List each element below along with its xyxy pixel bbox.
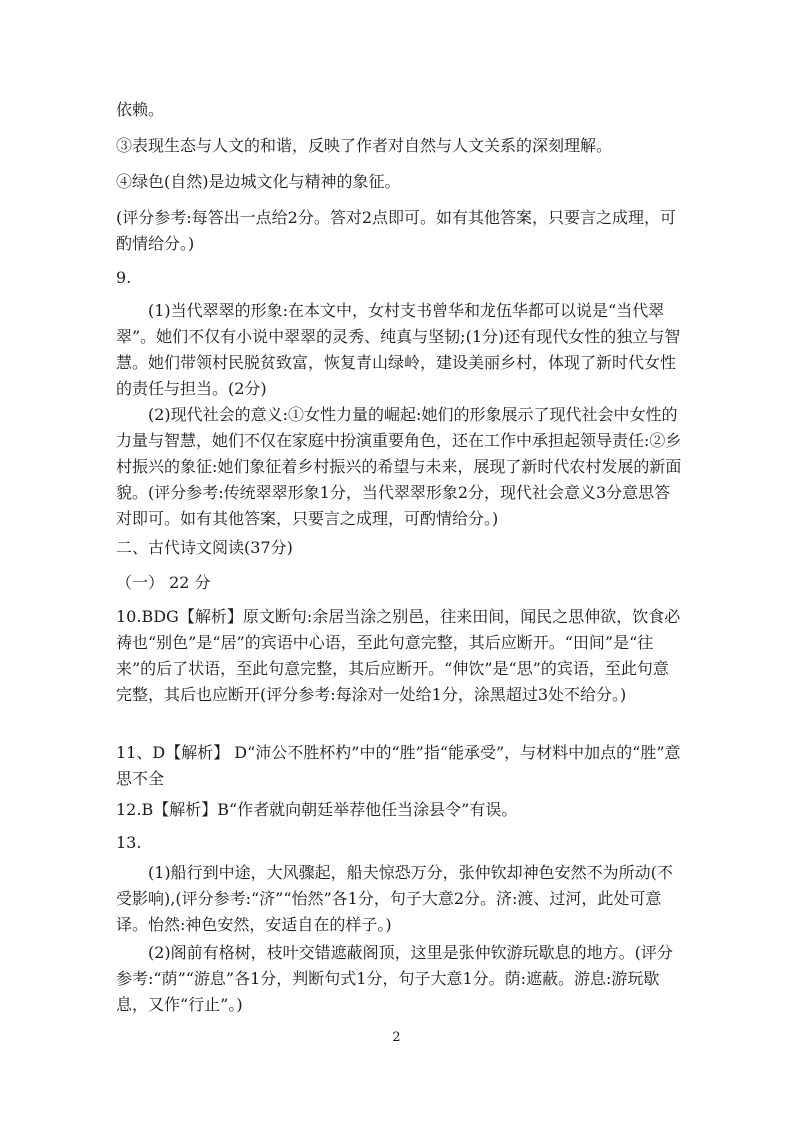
page-number: 2 [392,1030,401,1045]
paragraph-point-4: ④绿色(自然)是边城文化与精神的象征。 [116,172,401,191]
question-10-answer: 10.BDG【解析】原文断句:余居当涂之别邑，往来田间，闻民之思伸欲，饮食必祷也“别色”是“居”的宾语中心语，至此句意完整，其后应断开。“田间”是“往来”的后了状语，至此句意完整，其后应断开。“伸饮”是“思”的宾语，至此句意完整，其后也应断开(评分参考:每涂对一处给1分，涂黑超过3处不给分。) [116,607,681,704]
question-12-answer: 12.B【解析】B“作者就向朝廷举荐他任当涂县令”有误。 [116,800,518,819]
question-9-answer-2: (2)现代社会的意义:①女性力量的崛起:她们的形象展示了现代社会中女性的力量与智慧，她们不仅在家庭中扮演重要角色，还在工作中承担起领导责任:②乡村振兴的象征:她们象征着乡村振兴的希望与未来，展现了新时代农村发展的新面貌。(评分参考:传统翠翠形象1分，当代翠翠形象2分，现代社会意义3分意思答对即可。如有其他答案，只要言之成理，可酌情给分。) [116,405,682,528]
paragraph-reliance: 依赖。 [116,100,165,119]
question-13-answer-1: (1)船行到中途，大风骤起，船夫惊恐万分，张仲钦却神色安然不为所动(不受影响),(评分参考:“济”“怡然”各1分，句子大意2分。济:渡、过河，此处可意译。怡然:神色安然，安适自在的样子。) [116,863,673,934]
section-heading-ancient-poetry: 二、古代诗文阅读(37分) [116,538,293,557]
paragraph-scoring-note-8: (评分参考:每答出一点给2分。答对2点即可。如有其他答案，只要言之成理，可酌情给分。) [116,208,676,253]
question-11-answer: 11、D【解析】 D“沛公不胜杯杓”中的“胜”指“能承受”，与材料中加点的“胜”意思不全 [116,743,681,788]
paragraph-point-3: ③表现生态与人文的和谐，反映了作者对自然与人文关系的深刻理解。 [116,136,613,155]
question-13-heading: 13. [116,833,142,852]
subsection-heading-1: （一） 22 分 [116,573,211,592]
question-9-heading: 9. [116,268,132,287]
question-13-answer-2: (2)阁前有格树，枝叶交错遮蔽阁顶，这里是张仲钦游玩歇息的地方。(评分参考:“荫”“游息”各1分，判断句式1分，句子大意1分。荫:遮蔽。游息:游玩歇息，又作“行止”。) [116,943,673,1014]
question-9-answer-1: (1)当代翠翠的形象:在本文中，女村支书曾华和龙伍华都可以说是“当代翠翠”。她们不仅有小说中翠翠的灵秀、纯真与坚韧;(1分)还有现代女性的独立与智慧。她们带领村民脱贫致富，恢复青山绿岭，建设美丽乡村，体现了新时代女性的责任与担当。(2分) [116,301,681,398]
